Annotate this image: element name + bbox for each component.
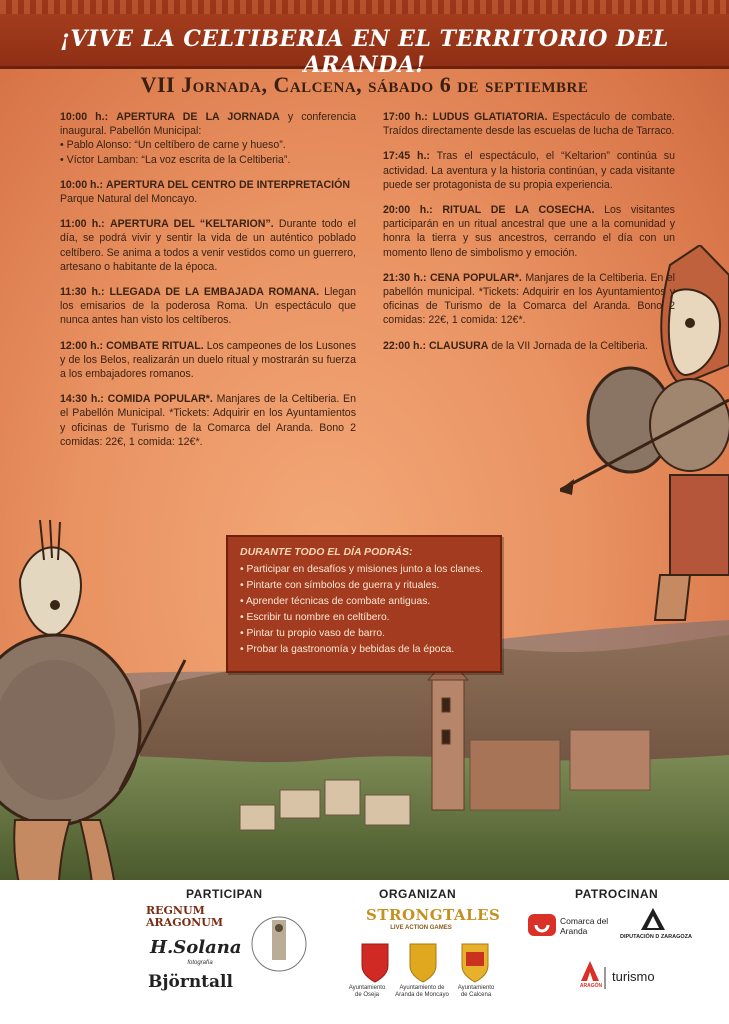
turismo-divider <box>604 967 606 989</box>
activities-title: DURANTE TODO EL DÍA PODRÁS: <box>240 546 413 558</box>
schedule-event <box>60 339 356 382</box>
municipal-shields <box>358 942 518 986</box>
event-time: 12:00 h.: <box>60 339 104 352</box>
comarca-label: Comarca del Aranda <box>560 916 609 936</box>
event-line: • Víctor Lamban: “La voz escrita de la Celtiberia”. <box>60 153 291 166</box>
aragon-label: ARAGÓN <box>579 983 603 989</box>
event-time: 11:00 h.: <box>60 218 105 231</box>
strongtales-subtitle: LIVE ACTION GAMES <box>390 925 452 931</box>
event-line: Parque Natural del Moncayo. <box>60 193 198 206</box>
all-day-activities-box <box>226 535 502 673</box>
schedule-event <box>60 110 356 167</box>
event-title: LUDUS GLATIATORIA. <box>432 111 548 123</box>
schedule-event <box>60 217 356 274</box>
event-description: Durante todo el día, se podrá vivir y sentir la vida de un auténtico poblado celtíbero. Se anima a todos a venir vestidos como un guerrero, artesano o habitante de la época. <box>60 218 356 273</box>
event-description: Tras el espectáculo, el “Keltarion” continúa su actividad. La aventura y la historia continúan, y cada visitante puede ser protagonista de su propia experiencia. <box>383 150 675 191</box>
event-time: 17:00 h.: <box>383 111 428 123</box>
schedule-event <box>60 285 356 328</box>
event-time: 14:30 h.: <box>60 393 104 406</box>
event-description: Los campeones de los Lusones y de los Belos, realizarán un duelo ritual y mostrarán su fuerza a los embajadores romanos. <box>60 339 356 381</box>
event-title: APERTURA DEL CENTRO DE INTERPRETACIÓN <box>105 178 350 191</box>
turismo-label: turismo <box>612 969 655 984</box>
event-time: 17:45 h.: <box>383 150 430 163</box>
event-time: 22:00 h.: <box>383 339 426 352</box>
solana-logo: H.Solana <box>150 937 242 958</box>
event-time: 20:00 h.: <box>383 204 433 217</box>
event-description: de la VII Jornada de la Celtiberia. <box>488 339 648 352</box>
calcena-label: Ayuntamiento de Calcena <box>457 985 495 998</box>
schedule-event <box>60 392 356 449</box>
event-title: APERTURA DEL “KELTARION”. <box>109 218 274 231</box>
activity-item: • Aprender técnicas de combate antiguas. <box>240 594 483 610</box>
event-description: Los visitantes participarán en un ritual ancestral que une a la comunidad y honra la tierra y sus ancestros, cerrando el día con un momento lleno de simbolismo y emoción. <box>383 204 675 259</box>
solana-subtitle: fotografía <box>187 960 213 966</box>
event-description: Manjares de la Celtiberia. En el Pabellón Municipal. *Tickets: Adquirir en los Ayuntamientos y oficinas de Turismo de la Comarca del Aranda. Bono 2 comidas: 22€, 1 comida: 12€*. <box>60 393 357 448</box>
event-title: COMIDA POPULAR*. <box>107 393 213 406</box>
event-line: • Pablo Alonso: “Un celtíbero de carne y hueso”. <box>60 139 286 152</box>
schedule-event <box>383 149 675 192</box>
event-title: LLEGADA DE LA EMBAJADA ROMANA. <box>109 286 320 299</box>
church-tower <box>428 658 468 810</box>
schedule-left-column <box>60 110 356 460</box>
event-description: Llegan los emisarios de la poderosa Roma. Un espectáculo que nunca antes han visto los celtíberos. <box>60 286 356 327</box>
banner-pattern <box>0 0 729 14</box>
banner-title: ¡VIVE LA CELTIBERIA EN EL TERRITORIO DEL ARANDA! <box>60 26 669 78</box>
activity-item: • Escribir tu nombre en celtíbero. <box>240 610 483 626</box>
event-time: 10:00 h.: <box>60 178 103 191</box>
participan-heading: PARTICIPAN <box>186 887 263 901</box>
aranda-label: Ayuntamiento de Aranda de Moncayo <box>395 985 449 998</box>
event-description: Manjares de la Celtiberia. En el pabellón municipal. *Tickets: Adquirir en los Ayuntamientos y oficinas de Turismo de la Comarca del Aranda. Bono 2 comidas: 22€, 1 comida: 12€*. <box>383 271 676 327</box>
event-time: 21:30 h.: <box>383 271 427 284</box>
event-title: CLAUSURA <box>428 339 489 352</box>
title-banner <box>0 0 729 78</box>
event-subtitle: VII Jornada, Calcena, sábado 6 de septiembre <box>140 72 589 97</box>
activity-item: • Probar la gastronomía y bebidas de la época. <box>240 642 483 658</box>
sponsor-footer <box>0 880 729 1024</box>
event-title: RITUAL DE LA COSECHA. <box>442 204 595 217</box>
event-time: 11:30 h.: <box>60 286 105 299</box>
oseja-label: Ayuntamiento de Oseja <box>348 985 386 998</box>
activity-item: • Pintar tu propio vaso de barro. <box>240 626 483 642</box>
event-title: CENA POPULAR*. <box>429 271 522 284</box>
diputacion-label: DIPUTACIÓN D ZARAGOZA <box>619 934 692 940</box>
patrocinan-heading: PATROCINAN <box>575 887 659 901</box>
activity-item: • Pintarte con símbolos de guerra y rituales. <box>240 578 483 594</box>
schedule-event <box>383 339 675 353</box>
event-title: APERTURA DE LA JORNADA <box>116 111 280 123</box>
organizan-heading: ORGANIZAN <box>379 887 457 901</box>
activities-list <box>240 562 483 658</box>
event-time: 10:00 h.: <box>60 111 109 123</box>
event-title: COMBATE RITUAL. <box>106 339 204 352</box>
diputacion-icon <box>640 906 666 932</box>
bjorntall-logo: Björntall <box>148 972 233 992</box>
aragon-icon <box>580 960 600 982</box>
schedule-right-column <box>383 110 675 364</box>
schedule-event <box>383 203 675 260</box>
strongtales-logo: STRONGTALES <box>366 906 501 924</box>
schedule-event <box>383 110 675 138</box>
comarca-icon <box>528 914 556 936</box>
event-description: y conferencia inaugural. Pabellón Municipal: <box>60 111 356 138</box>
schedule-event <box>60 178 356 206</box>
event-description: Espectáculo de combate. Traídos directamente desde las escuelas de lucha de Tarraco. <box>383 111 675 138</box>
schedule-event <box>383 271 675 328</box>
archer-figure-logo <box>250 914 308 974</box>
activity-item: • Participar en desafíos y misiones junto a los clanes. <box>240 562 483 578</box>
regnum-aragonum-logo: REGNUM ARAGONUM <box>146 904 224 929</box>
